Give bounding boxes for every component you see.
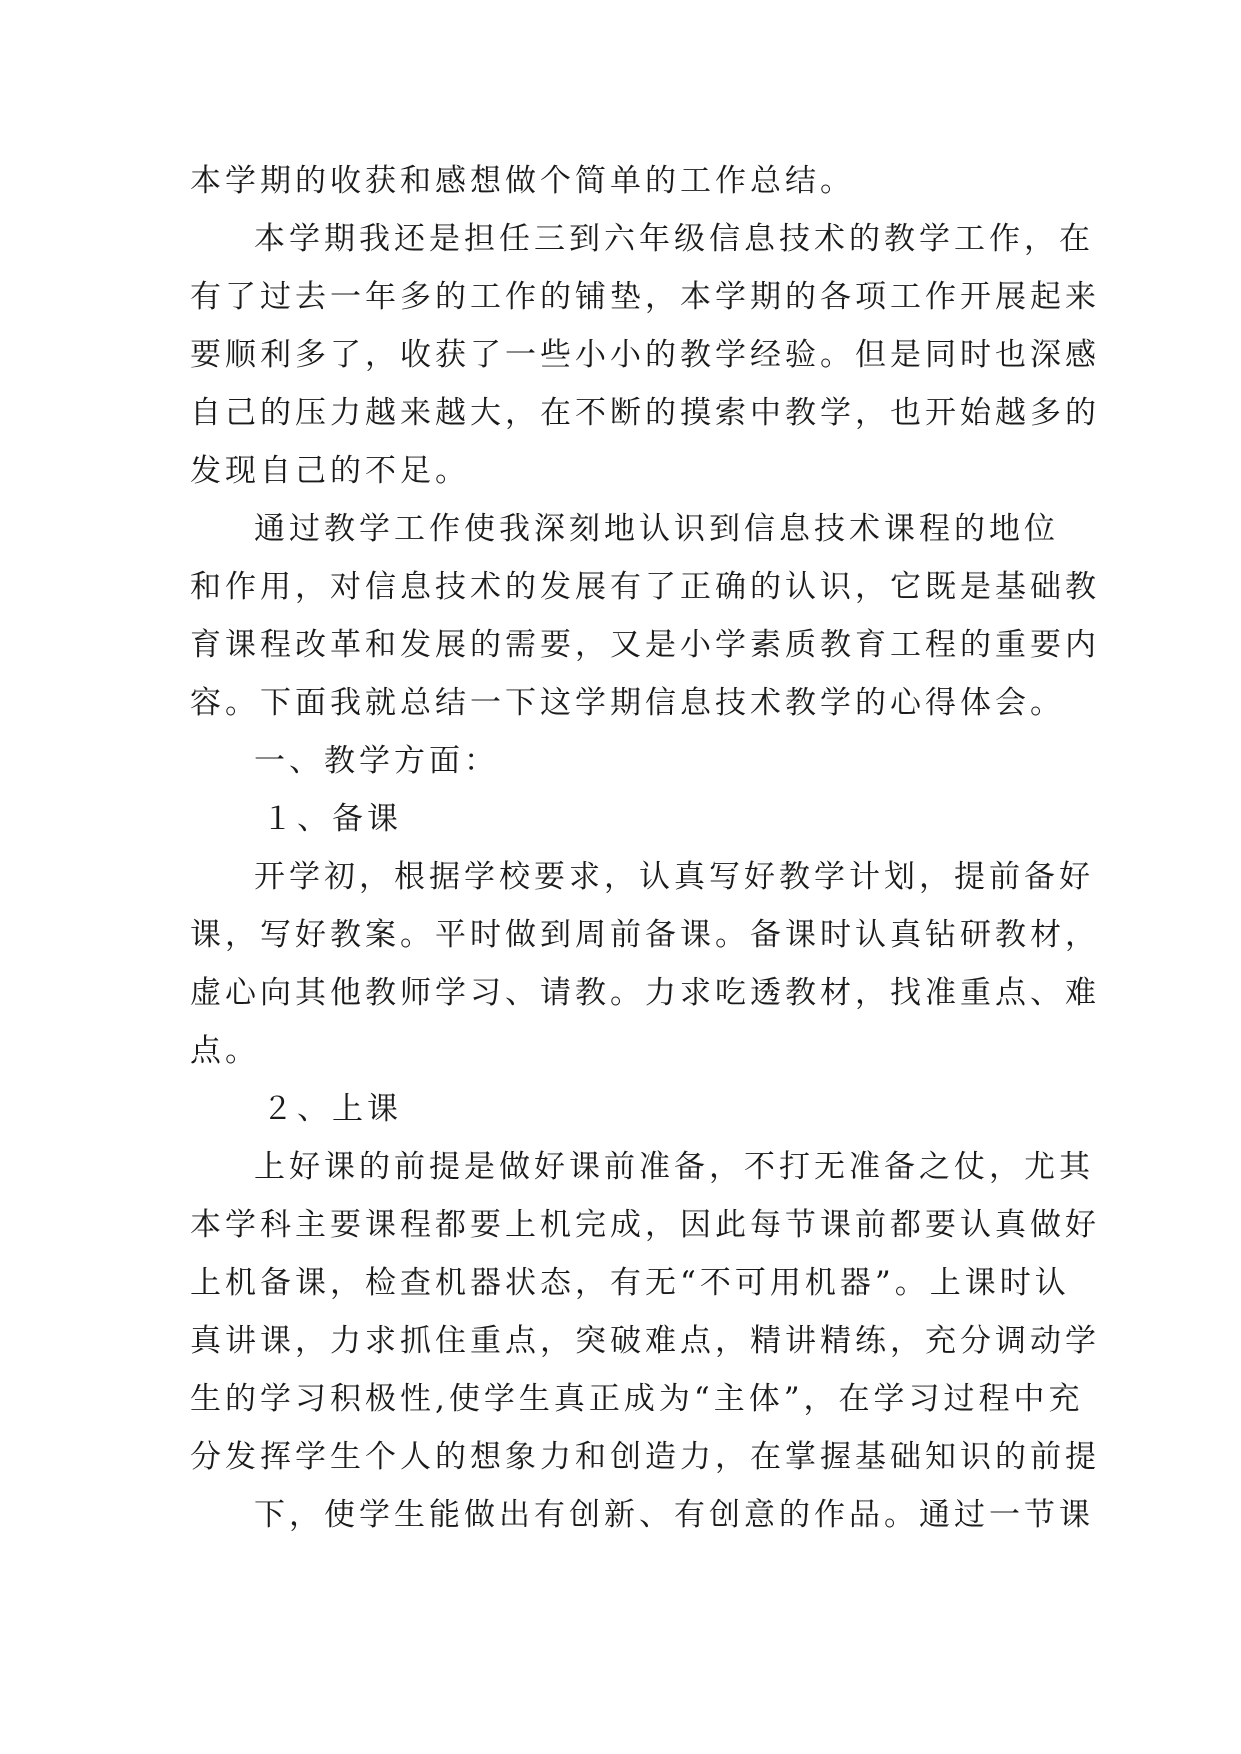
- text-line: 发现自己的不足。: [190, 453, 470, 489]
- text-line: 育课程改革和发展的需要，又是小学素质教育工程的重要内: [190, 627, 1100, 663]
- text-line: 容。下面我就总结一下这学期信息技术教学的心得体会。: [190, 685, 1065, 721]
- text-line: 点。: [190, 1033, 260, 1069]
- text-line: 上好课的前提是做好课前准备，不打无准备之仗，尤其: [254, 1149, 1094, 1185]
- text-line: 虚心向其他教师学习、请教。力求吃透教材，找准重点、难: [190, 975, 1100, 1011]
- text-line: 课，写好教案。平时做到周前备课。备课时认真钻研教材，: [190, 917, 1100, 953]
- subsection-heading: ２、上课: [262, 1091, 402, 1127]
- text-line: 分发挥学生个人的想象力和创造力，在掌握基础知识的前提: [190, 1439, 1100, 1475]
- section-heading: 一、教学方面：: [254, 743, 499, 779]
- text-line: 和作用，对信息技术的发展有了正确的认识，它既是基础教: [190, 569, 1100, 605]
- text-line: 自己的压力越来越大，在不断的摸索中教学，也开始越多的: [190, 395, 1100, 431]
- text-line: 真讲课，力求抓住重点，突破难点，精讲精练，充分调动学: [190, 1323, 1100, 1359]
- text-line: 下，使学生能做出有创新、有创意的作品。通过一节课: [254, 1497, 1094, 1533]
- document-body: [190, 152, 1100, 1544]
- text-line: 有了过去一年多的工作的铺垫，本学期的各项工作开展起来: [190, 279, 1100, 315]
- text-line: 生的学习积极性,使学生真正成为“主体”，在学习过程中充: [190, 1381, 1084, 1417]
- text-line: 要顺利多了，收获了一些小小的教学经验。但是同时也深感: [190, 337, 1100, 373]
- text-line: 本学期我还是担任三到六年级信息技术的教学工作，在: [254, 221, 1094, 257]
- text-line: 通过教学工作使我深刻地认识到信息技术课程的地位: [254, 511, 1059, 547]
- text-line: 本学科主要课程都要上机完成，因此每节课前都要认真做好: [190, 1207, 1100, 1243]
- text-line: 开学初，根据学校要求，认真写好教学计划，提前备好: [254, 859, 1094, 895]
- text-line: 本学期的收获和感想做个简单的工作总结。: [190, 163, 855, 199]
- text-line: 上机备课，检查机器状态，有无“不可用机器”。上课时认: [190, 1265, 1070, 1301]
- subsection-heading: １、备课: [262, 801, 402, 837]
